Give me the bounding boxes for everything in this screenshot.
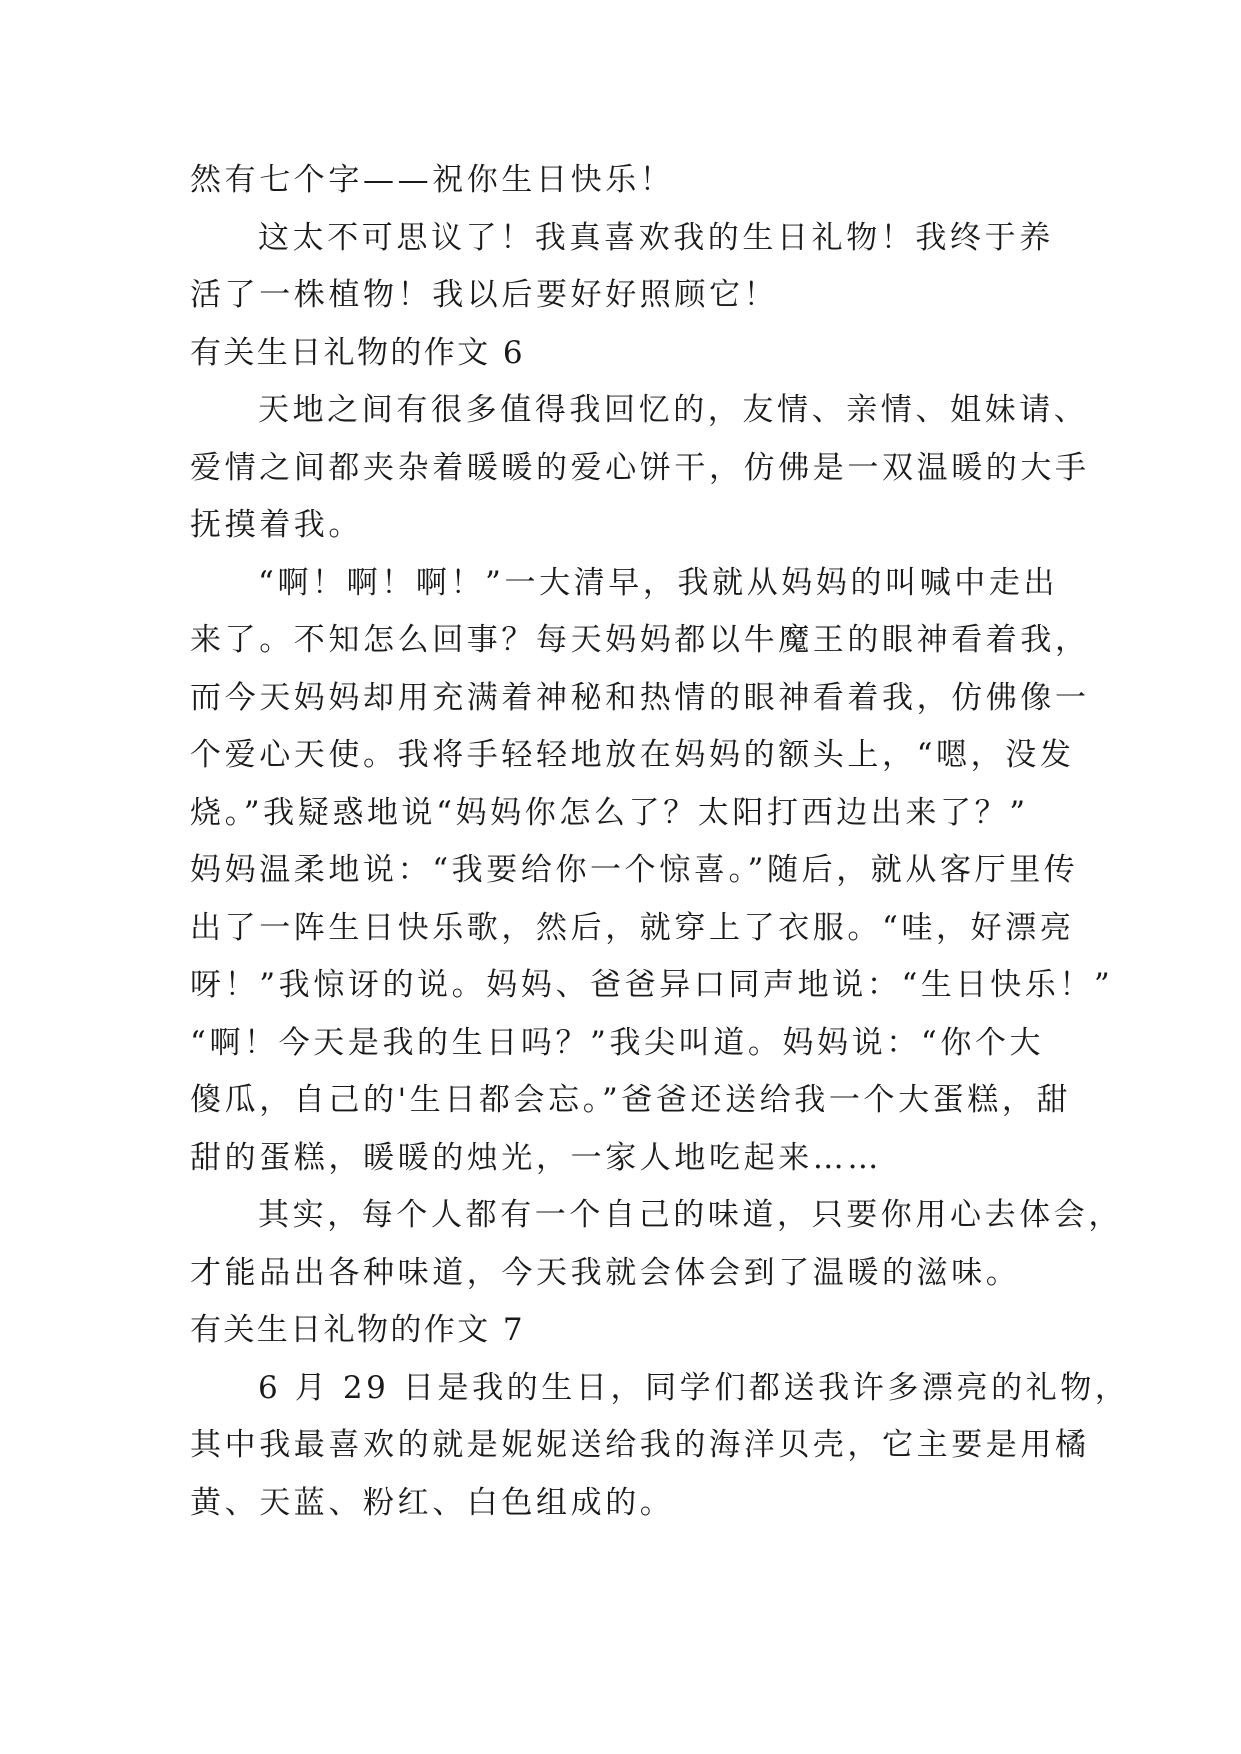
paragraph-start-line: 其实，每个人都有一个自己的味道，只要你用心去体会， xyxy=(258,1197,1123,1233)
text-line: 抚摸着我。 xyxy=(190,507,363,543)
text-line: 才能品出各种味道，今天我就会体会到了温暖的滋味。 xyxy=(190,1254,1021,1291)
text-line: 个爱心天使。我将手轻轻地放在妈妈的额头上，“嗯，没发 xyxy=(190,737,1075,773)
text-line: “啊！今天是我的生日吗？”我尖叫道。妈妈说：“你个大 xyxy=(190,1024,1045,1061)
text-line: 黄、天蓝、粉红、白色组成的。 xyxy=(190,1484,675,1521)
document-page xyxy=(190,152,1130,1532)
text-line: 来了。不知怎么回事？每天妈妈都以牛魔王的眼神看着我， xyxy=(190,622,1090,658)
text-line: 出了一阵生日快乐歌，然后，就穿上了衣服。“哇，好漂亮 xyxy=(190,909,1075,946)
text-line: 烧。”我疑惑地说“妈妈你怎么了？太阳打西边出来了？” xyxy=(190,794,1029,831)
text-line: 爱情之间都夹杂着暖暖的爱心饼干，仿佛是一双温暖的大手 xyxy=(190,449,1090,486)
text-line: 其中我最喜欢的就是妮妮送给我的海洋贝壳，它主要是用橘 xyxy=(190,1427,1090,1463)
text-line: 而今天妈妈却用充满着神秘和热情的眼神看着我，仿佛像一 xyxy=(190,679,1090,716)
paragraph-start-line: 天地之间有很多值得我回忆的，友情、亲情、姐妹请、 xyxy=(258,392,1089,428)
text-line: 甜的蛋糕，暖暖的烛光，一家人地吃起来…… xyxy=(190,1139,882,1176)
text-line: 傻瓜，自己的'生日都会忘。”爸爸还送给我一个大蛋糕，甜 xyxy=(190,1082,1072,1118)
paragraph-start-line: “啊！啊！啊！”一大清早，我就从妈妈的叫喊中走出 xyxy=(258,564,1059,601)
section-heading: 有关生日礼物的作文 6 xyxy=(190,334,525,371)
text-line: 然有七个字——祝你生日快乐！ xyxy=(190,162,675,198)
paragraph-start-line: 6 月 29 日是我的生日，同学们都送我许多漂亮的礼物， xyxy=(258,1369,1130,1406)
text-line: 呀！”我惊讶的说。妈妈、爸爸异口同声地说：“生日快乐！” xyxy=(190,967,1114,1003)
text-line: 妈妈温柔地说：“我要给你一个惊喜。”随后，就从客厅里传 xyxy=(190,852,1079,888)
paragraph-start-line: 这太不可思议了！我真喜欢我的生日礼物！我终于养 xyxy=(258,219,1054,256)
section-heading: 有关生日礼物的作文 7 xyxy=(190,1312,525,1348)
text-line: 活了一株植物！我以后要好好照顾它！ xyxy=(190,277,779,313)
